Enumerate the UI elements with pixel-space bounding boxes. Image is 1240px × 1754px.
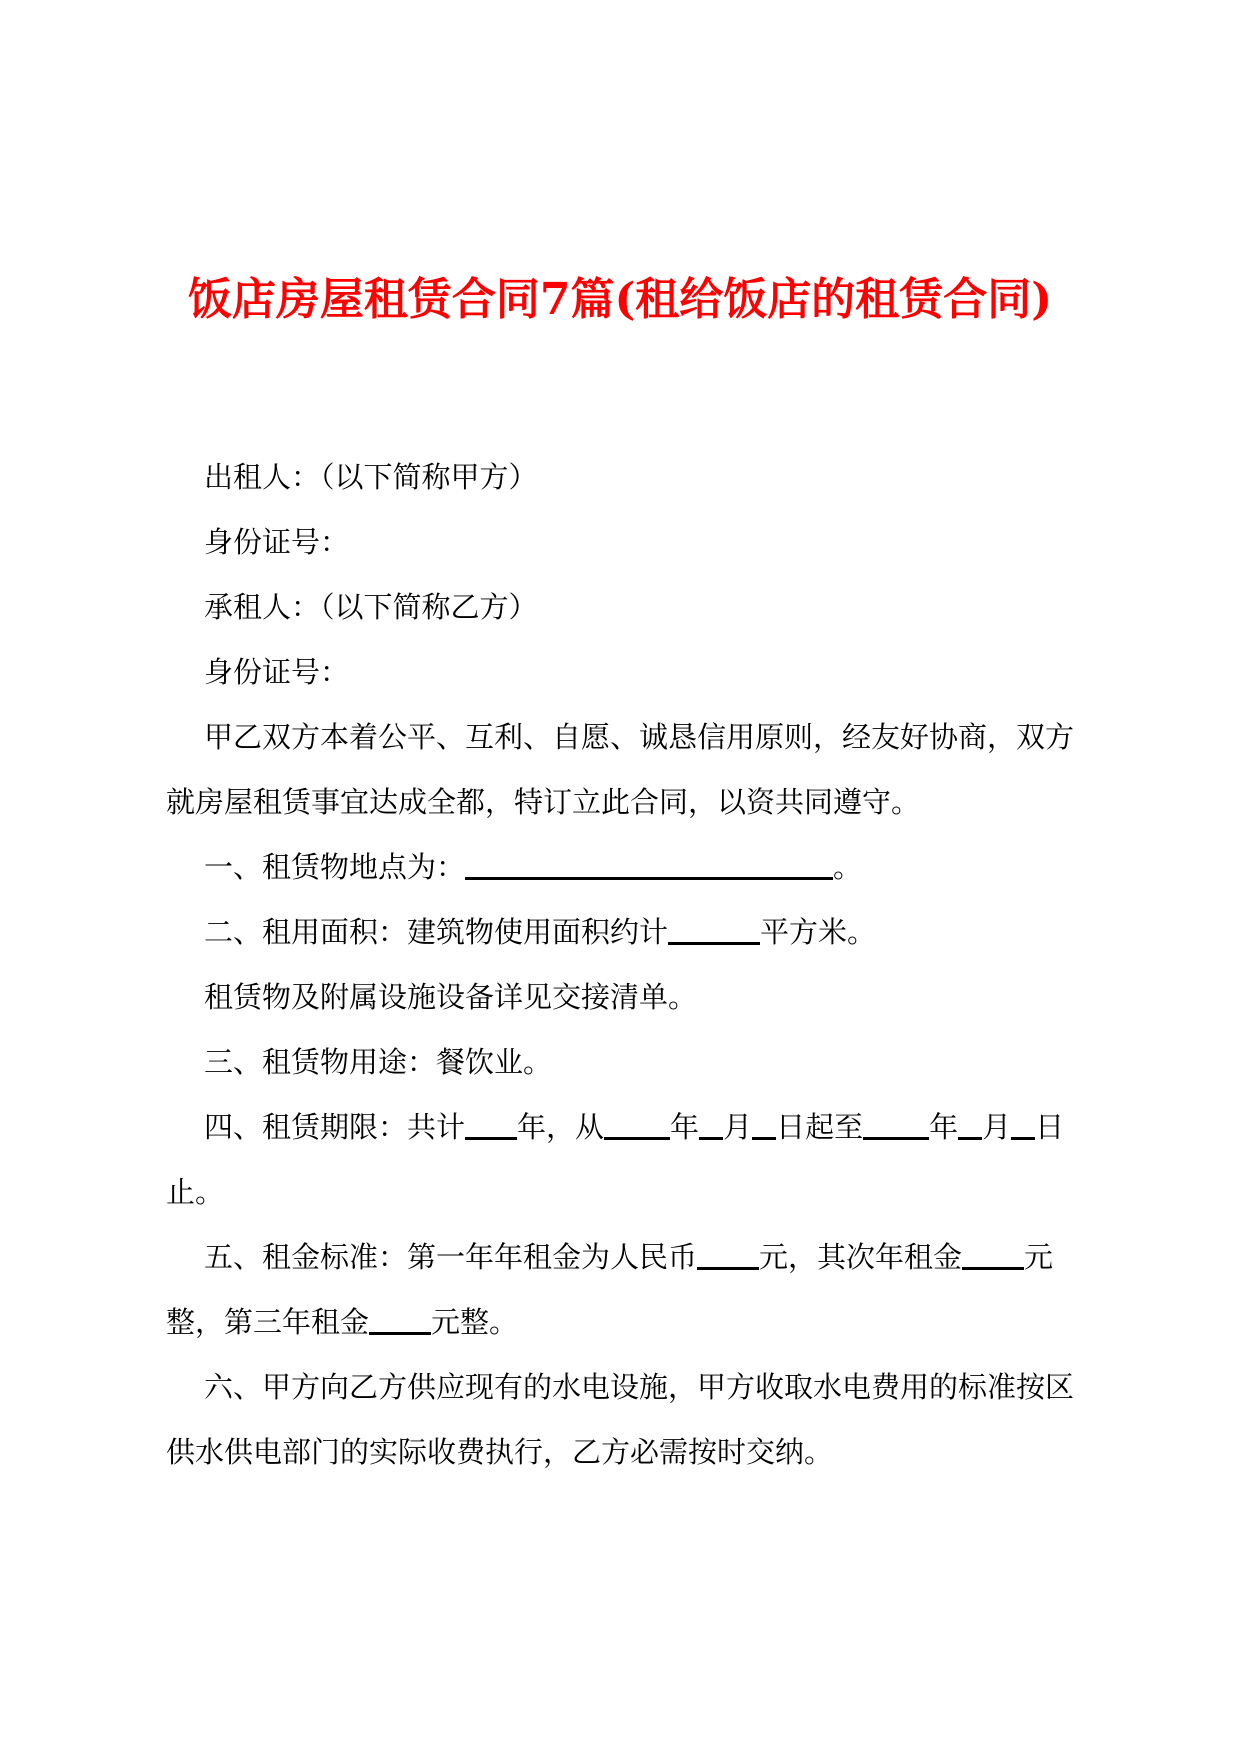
clause-1 xyxy=(166,835,1086,900)
lessor-id-line: 身份证号： xyxy=(204,525,350,559)
clause-1-text: 一、租赁物地点为： xyxy=(204,850,466,884)
start-year-blank xyxy=(604,1109,670,1140)
clause-6: 六、甲方向乙方供应现有的水电设施，甲方收取水电费用的标准按区供水供电部门的实际收费执行，乙方必需按时交纳。 xyxy=(166,1370,1075,1469)
end-month-blank xyxy=(958,1109,982,1140)
lessee-line: 承租人：（以下简称乙方） xyxy=(204,590,538,624)
clause-4 xyxy=(166,1095,1086,1225)
clause-2-end: 平方米。 xyxy=(760,915,877,949)
area-blank xyxy=(668,914,760,945)
lessee-id-line: 身份证号： xyxy=(204,655,350,689)
clause-2-note: 租赁物及附属设施设备详见交接清单。 xyxy=(204,980,698,1014)
clause-2 xyxy=(166,900,1086,965)
clause-3: 三、租赁物用途：餐饮业。 xyxy=(204,1045,553,1079)
third-year-label: ，第三年租金 xyxy=(195,1305,370,1339)
clause-5-text: 五、租金标准：第一年年租金为人民币 xyxy=(204,1240,698,1274)
clause-5 xyxy=(166,1225,1086,1355)
start-day-blank xyxy=(752,1109,776,1140)
month-label: 月 xyxy=(982,1110,1012,1144)
yuan-mid-label: 元，其次年租金 xyxy=(759,1240,963,1274)
third-year-rent-blank xyxy=(369,1304,431,1335)
clause-5-end: 元整。 xyxy=(431,1305,519,1339)
yuan-whole-label: 元整 xyxy=(166,1240,1054,1339)
end-year-blank xyxy=(863,1109,929,1140)
document-body xyxy=(166,445,1086,1485)
year-label: 年 xyxy=(517,1110,547,1144)
lessor-line: 出租人：（以下简称甲方） xyxy=(204,460,538,494)
end-day-blank xyxy=(1011,1109,1035,1140)
start-month-blank xyxy=(699,1109,723,1140)
term-years-blank xyxy=(465,1109,517,1140)
second-year-rent-blank xyxy=(962,1239,1024,1270)
start-day-label: 日起至 xyxy=(776,1110,864,1144)
month-label: 月 xyxy=(723,1110,753,1144)
clause-2-text: 二、租用面积：建筑物使用面积约计 xyxy=(204,915,669,949)
year-label: 年 xyxy=(929,1110,959,1144)
clause-4-text: 四、租赁期限：共计 xyxy=(204,1110,466,1144)
clause-1-end: 。 xyxy=(833,850,863,884)
from-label: ，从 xyxy=(546,1110,605,1144)
intro-paragraph: 甲乙双方本着公平、互利、自愿、诚恳信用原则，经友好协商，双方就房屋租赁事宜达成全都，特订立此合同，以资共同遵守。 xyxy=(166,720,1075,819)
location-blank xyxy=(465,849,833,880)
document-title: 饭店房屋租赁合同7篇(租给饭店的租赁合同) xyxy=(187,274,1053,325)
end-day-label: 日止。 xyxy=(166,1110,1065,1209)
year-label: 年 xyxy=(670,1110,700,1144)
first-year-rent-blank xyxy=(697,1239,759,1270)
